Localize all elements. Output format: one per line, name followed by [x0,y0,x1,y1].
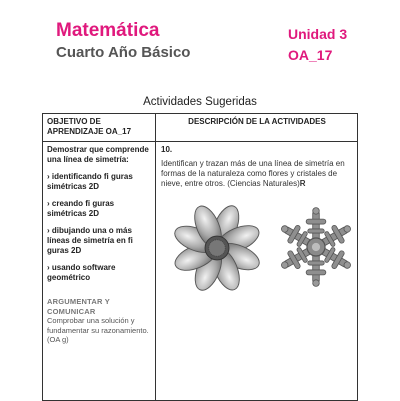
objective-intro: Demostrar que comprende una línea de simetría: [47,145,149,164]
snowflake-image [275,206,357,288]
unit-label: Unidad 3 [288,26,348,42]
table-header-row [43,114,357,142]
argumentar-title: ARGUMENTAR Y COMUNICAR [47,297,110,316]
objective-item: › creando fi guras simétricas 2D [47,199,115,218]
activity-text: Identifican y trazan más de una línea de simetría en formas de la naturaleza como flores y cristales de nieve, entre otros. (Ciencias Naturales) [161,159,345,188]
flower-image [171,202,263,294]
objective-item: › identificando fi guras simétricas 2D [47,172,133,191]
oa-label: OA_17 [288,47,333,63]
argumentar-text: Comprobar una solución y fundamentar su razonamiento. (OA g) [47,316,149,344]
section-title: Actividades Sugeridas [143,96,257,108]
objective-item: › dibujando una o más líneas de simetría en fi guras 2D [47,226,133,255]
header-description: DESCRIPCIÓN DE LA ACTIVIDADES [188,117,326,126]
activity-suffix: R [299,179,306,188]
grade-subtitle: Cuarto Año Básico [56,44,191,61]
activities-table [42,113,358,401]
column-divider [155,114,156,400]
activity-description [161,159,353,189]
argumentar-box [47,297,155,345]
snowflake-hub-inner [312,243,320,251]
objective-column [47,145,153,290]
activity-number: 10. [161,145,173,154]
objective-item: › usando software geométrico [47,263,116,282]
flower-center-detail [209,240,226,257]
subject-title: Matemática [56,20,160,41]
header-objective: OBJETIVO DE APRENDIZAJE OA_17 [47,117,132,136]
